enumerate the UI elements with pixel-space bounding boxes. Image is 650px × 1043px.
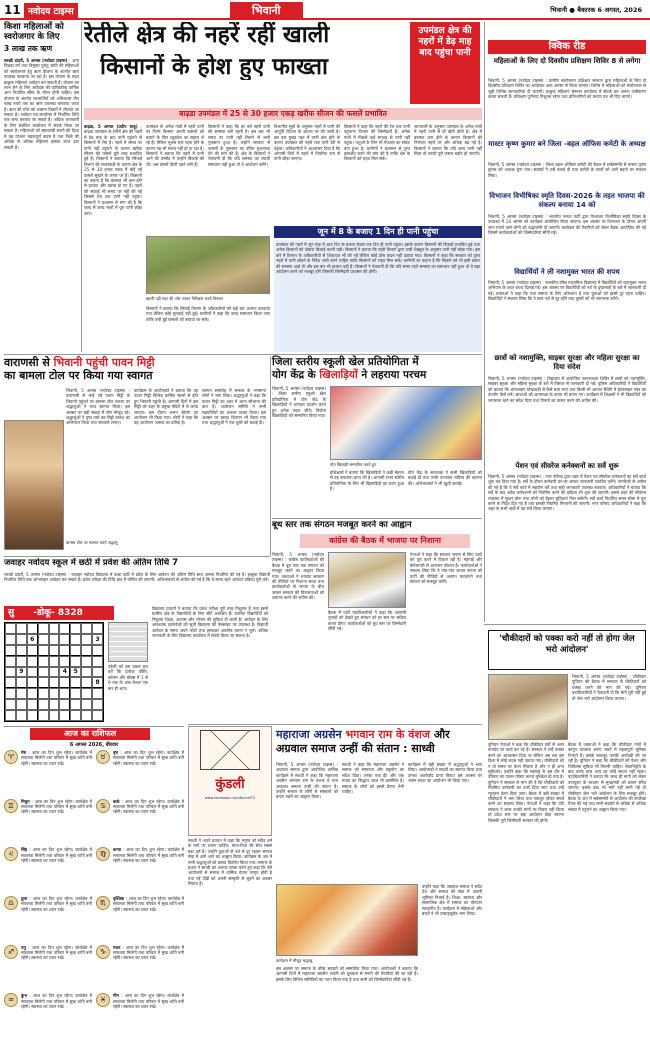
main-strap: बाढ़डा उपमंडल में 25 से 30 हजार एकड़ खरीफ सीजन की फसलें प्रभावित <box>84 108 482 120</box>
horoscope-sign-name: मेष <box>21 750 26 755</box>
story5-headline: छात्रों को नशामुक्ति, साइबर सुरक्षा और महिला सुरक्षा का दिया संदेश <box>494 354 640 371</box>
sudoku-cell[interactable] <box>38 699 49 710</box>
horoscope-sign-name: कर्क <box>113 798 120 804</box>
sudoku-cell[interactable] <box>81 634 92 645</box>
sudoku-cell[interactable] <box>5 656 16 667</box>
sudoku-cell[interactable] <box>81 677 92 688</box>
sudoku-cell[interactable] <box>92 710 103 721</box>
agrasen-body2: साध्वी ने कहा कि महाराजा अग्रसेन ने समाज को समानता और सहयोग का संदेश दिया। उनका एक ईंट और एक रुपया का सिद्धांत आज भी प्रासंगिक है। समाज के लोगों को इससे प्रेरणा लेनी चाहिए। <box>342 762 404 795</box>
agrasen-body4: साध्वी ने अपने प्रवचन में कहा कि मनुष्य को सदैव धर्म के मार्ग पर चलना चाहिए। माता-पिता की सेवा सबसे बड़ा धर्म है। उन्होंने युवाओं से नशे से दूर रहकर समाज सेवा में आगे आने का आह्वान किया। कार्यक्रम के अंत में सभी श्रद्धालुओं को प्रसाद वितरित किया गया। समाज के प्रधान ने साध्वी का आभार व्यक्त करते हुए कहा कि ऐसे आयोजनों से समाज में धार्मिक चेतना जागृत होती है तथा नई पीढ़ी को अपनी संस्कृति से जुड़ने का अवसर मिलता है। <box>188 838 272 887</box>
yoga-photo <box>330 386 482 460</box>
booth-body1: भिवानी, 5 अगस्त (नवोदय टाइम्स) : कांग्रेस कार्यकर्ताओं की बैठक में बूथ स्तर तक संगठन को मजबूत करने का आह्वान किया गया। वक्ताओं ने भाजपा सरकार की नीतियों पर निशाना साधा तथा कार्यकर्ताओं से जनता के बीच जाकर सरकार की विफलताओं को उजागर करने की अपील की। <box>272 552 324 601</box>
varanasi-body1: भिवानी, 5 अगस्त (नवोदय टाइम्स) : वाराणसी से लाई गई पावन मिट्टी के भिवानी पहुंचने पर बामला टोल प्लाजा पर श्रद्धालुओं ने भव्य स्वागत किया। इस अवसर पर बड़ी संख्या में लोग मौजूद रहे। श्रद्धालुओं ने पुष्प वर्षा कर मिट्टी कलश का अभिनंदन किया तथा जयकारे लगाए। <box>66 388 130 426</box>
sudoku-cell[interactable] <box>70 699 81 710</box>
sudoku-cell[interactable] <box>59 623 70 634</box>
horoscope-item: ♏ वृश्चिक : आज का दिन शुभ रहेगा। कार्यक्षेत्र में सफलता मिलेगी तथा परिवार में सुख शांति बनी रहेगी। स्वास्थ्य का ध्यान रखें। <box>96 896 184 940</box>
story3-body: भिवानी, 5 अगस्त (नवोदय टाइम्स) : भारतीय जनता पार्टी द्वारा विभाजन विभीषिका स्मृति दिवस के उपलक्ष्य में 14 अगस्त को कार्यक्रम आयोजित किया जाएगा। इस अवसर पर विभाजन के दौरान अपनी जान गंवाने वाले लोगों को श्रद्धांजलि दी जाएगी। कार्यक्रम की तैयारियों को लेकर बैठक आयोजित की गई जिसमें कार्यकर्ताओं को जिम्मेदारियां सौंपी गई। <box>488 214 646 236</box>
sudoku-cell[interactable] <box>81 667 92 678</box>
agrasen-body1: भिवानी, 5 अगस्त (नवोदय टाइम्स) : अग्रवाल समाज द्वारा आयोजित धार्मिक कार्यक्रम में साध्वी ने कहा कि महाराजा अग्रसेन भगवान राम के वंशज थे तथा अग्रवाल समाज उन्हीं की संतान है। उन्होंने समाज के लोगों से संस्कारों को बनाए रखने का आह्वान किया। <box>276 762 338 800</box>
sudoku-cell[interactable] <box>27 623 38 634</box>
sudoku-cell[interactable] <box>38 677 49 688</box>
jawahar-headline: जवाहर नवोदय स्कूल में छठी में प्रवेश की अंतिम तिथि 7 <box>4 558 179 568</box>
main-headline-line2: किसानों के होश हुए फाख्ता <box>100 54 328 80</box>
june-subhead-box: जून में 8 के बजाए 1 दिन ही पानी पहुंचा <box>274 226 482 238</box>
zodiac-icon: ♉ <box>96 750 110 764</box>
sudoku-cell[interactable] <box>27 677 38 688</box>
congress-banner: कांग्रेस की बैठक में भाजपा पर निशाना <box>300 534 470 548</box>
sudoku-cell[interactable] <box>59 688 70 699</box>
sudoku-cell[interactable] <box>5 688 16 699</box>
horoscope-sign-name: मकर <box>113 944 121 950</box>
horoscope-sign-name: मीन <box>113 993 119 999</box>
sudoku-cell[interactable]: 3 <box>92 634 103 645</box>
sudoku-cell[interactable] <box>27 667 38 678</box>
sudoku-cell[interactable] <box>81 699 92 710</box>
sudoku-cell[interactable] <box>92 645 103 656</box>
main-story-col2b: किसानों ने बताया कि सिंचाई विभाग के अधिकारियों को कई बार अवगत करवाया गया लेकिन कोई सुनवाई नहीं हुई। ग्रामीणों ने कहा कि जल्द समाधान किया जाए ताकि बची हुई फसलों को बचाया जा सके। <box>146 306 270 322</box>
horoscope-item: ♈ मेष : आज का दिन शुभ रहेगा। कार्यक्षेत्र में सफलता मिलेगी तथा परिवार में सुख शांति बनी रहेगी। स्वास्थ्य का ध्यान रखें। <box>4 750 92 794</box>
sudoku-cell[interactable] <box>27 699 38 710</box>
sudoku-cell[interactable] <box>49 710 60 721</box>
sudoku-cell[interactable] <box>92 656 103 667</box>
left-story-body: चरखी दादरी, 5 अगस्त (नवोदय टाइम्स) : अन्य पिछड़ा वर्ग तथा विमुक्त घुमंतू जाति की महिलाओं को स्वरोजगार हेतु ऋण योजना के अंतर्गत ऋण उपलब्ध करवाया जा रहा है। इस योजना के तहत इच्छुक महिलाएं आवेदन कर सकती हैं। योजना का लाभ लेने के लिए आवेदक की पारिवारिक वार्षिक आय निर्धारित सीमा के भीतर होनी चाहिए। इस योजना के अंतर्गत लाभार्थियों को अधिकतम तीन लाख रुपये तक का ऋण उपलब्ध करवाया जाता है। ऋण की राशि को आसान किस्तों में लौटाया जा सकता है। आवेदन पत्र कार्यालय में निर्धारित तिथि तक जमा करवाए जा सकते हैं। अधिक जानकारी के लिए संबंधित कार्यालय में संपर्क किया जा सकता है। महिलाओं को स्वावलंबी बनाने की दिशा में यह योजना महत्वपूर्ण कदम है तथा जिले की अधिक से अधिक महिलाएं इसका लाभ उठा सकती हैं। <box>4 58 79 150</box>
sudoku-cell[interactable] <box>16 699 27 710</box>
yoga-headline: जिला स्तरीय स्कूली खेल प्रतियोगिता में योग केंद्र के खिलाड़ियों ने लहराया परचम <box>272 356 427 381</box>
sudoku-cell[interactable] <box>81 710 92 721</box>
varanasi-body2: कार्यक्रम के आयोजकों ने बताया कि यह पावन मिट्टी विभिन्न धार्मिक स्थलों से होते हुए भिवानी पहुंची है। आगामी दिनों में इस मिट्टी को शहर के प्रमुख मंदिरों में ले जाया जाएगा। इस दौरान भजन कीर्तन का आयोजन भी किया गया। लोगों ने कहा कि यह आयोजन आस्था का प्रतीक है। <box>134 388 198 426</box>
horoscope-sign-name: वृश्चिक <box>113 895 125 901</box>
chowkidar-photo <box>488 674 568 740</box>
zodiac-icon: ♌ <box>4 847 18 861</box>
sudoku-cell[interactable]: 9 <box>16 667 27 678</box>
jawahar-body: चरखी दादरी, 5 अगस्त (नवोदय टाइम्स) : जवाहर नवोदय विद्यालय में कक्षा छठी में प्रवेश के लिए आवेदन की अंतिम तिथि सात अगस्त निर्धारित की गई है। इच्छुक विद्यार्थी निर्धारित तिथि तक ऑनलाइन आवेदन कर सकते हैं। प्रवेश परीक्षा की तिथि बाद में घोषित की जाएगी। अभिभावकों से अपील की गई है कि वे समय रहते आवेदन प्रक्रिया पूरी करें। <box>4 572 270 583</box>
paper-name: नवोदय टाइम्स <box>24 3 78 18</box>
horoscope-title: आज का राशिफल <box>30 728 150 740</box>
agrasen-body5: उन्होंने कहा कि अग्रवाल समाज ने सदैव देश और समाज की सेवा में अग्रणी भूमिका निभाई है। शिक्षा, स्वास्थ्य और सामाजिक क्षेत्र में समाज का योगदान सराहनीय है। कार्यक्रम में महिलाओं और बच्चों ने भी उत्साहपूर्वक भाग लिया। <box>422 884 482 917</box>
kundli-box <box>188 726 272 836</box>
sudoku-solution <box>108 622 148 662</box>
sudoku-cell[interactable] <box>70 634 81 645</box>
quick-read-body1: भिवानी, 5 अगस्त (नवोदय टाइम्स) : ग्रामीण स्वरोजगार प्रशिक्षण संस्थान द्वारा महिलाओं के लिए दो दिवसीय प्रशिक्षण शिविर का आयोजन आठ अगस्त से किया जाएगा। शिविर में महिलाओं को स्वरोजगार से जुड़ी विभिन्न जानकारियां दी जाएंगी। इच्छुक महिलाएं संस्थान कार्यालय में संपर्क कर अपना पंजीकरण करवा सकती हैं। प्रशिक्षण पूर्णतया निशुल्क रहेगा तथा प्रतिभागियों को प्रमाण पत्र भी दिए जाएंगे। <box>488 78 646 100</box>
horoscope-sign-name: वृष <box>113 750 118 755</box>
sudoku-cell[interactable] <box>81 645 92 656</box>
main-story-col3: किसानों ने कहा कि हर वर्ष नहरी पानी की समस्या बनी रहती है। इस बार भी समय पर पानी नहीं मिलने से भारी नुकसान हुआ है। उन्होंने सरकार से फसलों के नुकसान का उचित मुआवजा देने की मांग की है। क्षेत्र के किसानों ने चेतावनी दी कि यदि समस्या का स्थायी समाधान नहीं हुआ तो वे आंदोलन करेंगे। <box>208 124 270 167</box>
horoscope-item: ♓ मीन : आज का दिन शुभ रहेगा। कार्यक्षेत्र में सफलता मिलेगी तथा परिवार में सुख शांति बनी रहेगी। स्वास्थ्य का ध्यान रखें। <box>96 993 184 1037</box>
agrasen-headline: महाराजा अग्रसेन भगवान राम के वंशज और अग्रवाल समाज उन्हीं की संतान : साध्वी <box>276 728 450 755</box>
horoscope-item: ♊ मिथुन : आज का दिन शुभ रहेगा। कार्यक्षेत्र में सफलता मिलेगी तथा परिवार में सुख शांति बनी रहेगी। स्वास्थ्य का ध्यान रखें। <box>4 799 92 843</box>
zodiac-icon: ♎ <box>4 896 18 910</box>
sudoku-cell[interactable] <box>49 699 60 710</box>
agrasen-photo-caption: कार्यक्रम में मौजूद श्रद्धालु <box>276 958 313 963</box>
zodiac-icon: ♏ <box>96 896 110 910</box>
zodiac-icon: ♓ <box>96 993 110 1007</box>
story2-body: भिवानी, 5 अगस्त (नवोदय टाइम्स) : जिला बहल ऑफिस कमेटी की बैठक में सर्वसम्मति से मास्टर कृष्ण कुमार को अध्यक्ष चुना गया। सदस्यों ने उन्हें बधाई दी तथा कमेटी के कार्यों को आगे बढ़ाने का संकल्प लिया। <box>488 162 646 178</box>
sudoku-cell[interactable] <box>92 688 103 699</box>
sudoku-cell[interactable] <box>27 645 38 656</box>
booth-headline: बूथ स्तर तक संगठन मजबूत करने का आह्वान <box>272 520 412 530</box>
sudoku-grid[interactable] <box>4 622 104 722</box>
sudoku-cell[interactable] <box>70 623 81 634</box>
zodiac-icon: ♋ <box>96 799 110 813</box>
horoscope-list <box>4 750 184 1040</box>
sudoku-cell[interactable] <box>49 623 60 634</box>
horoscope-date: 6 अगस्त 2026, बीरवार <box>69 742 119 748</box>
horoscope-item: ♋ कर्क : आज का दिन शुभ रहेगा। कार्यक्षेत्र में सफलता मिलेगी तथा परिवार में सुख शांति बनी रहेगी। स्वास्थ्य का ध्यान रखें। <box>96 799 184 843</box>
chowkidar-body3: बैठक में वक्ताओं ने कहा कि चौकीदार गांवों में कानून व्यवस्था बनाए रखने में महत्वपूर्ण भूमिका निभाते हैं। इसके बावजूद उनकी अनदेखी की जा रही है। यूनियन ने कहा कि चौकीदारों को पेंशन और चिकित्सा सुविधा भी मिलनी चाहिए। सेवानिवृत्ति के बाद उनके पास आय का कोई साधन नहीं रहता। पदाधिकारियों ने बताया कि जल्द ही मांगों को लेकर उपायुक्त के माध्यम से मुख्यमंत्री को ज्ञापन सौंपा जाएगा। इसके बाद भी मांगें नहीं मानी गई तो चौकीदार जेल भरो आंदोलन के लिए मजबूर होंगे। बैठक के अंत में सर्वसम्मति से आंदोलन की रूपरेखा तैयार की गई तथा सभी सदस्यों से अधिक से अधिक संख्या में पहुंचने का आह्वान किया गया। <box>568 742 646 812</box>
sudoku-cell[interactable] <box>59 634 70 645</box>
horoscope-item: ♉ वृष : आज का दिन शुभ रहेगा। कार्यक्षेत्र में सफलता मिलेगी तथा परिवार में सुख शांति बनी रहेगी। स्वास्थ्य का ध्यान रखें। <box>96 750 184 794</box>
sudoku-cell[interactable] <box>16 623 27 634</box>
sudoku-cell[interactable] <box>70 656 81 667</box>
sudoku-cell[interactable] <box>27 656 38 667</box>
main-story-col4: विभागीय सूत्रों के अनुसार नहरों में पानी की आपूर्ति रोटेशन के आधार पर की जाती है। इस बार मुख्य नहर में पानी कम होने के कारण उपमंडल की नहरों तक पानी देरी से पहुंचा। अधिकारियों ने आश्वासन दिया है कि आगामी दिनों में नहरों में नियमित रूप से पानी छोड़ा जाएगा। <box>274 124 340 162</box>
sudoku-cell[interactable] <box>38 656 49 667</box>
kundli-chart <box>200 730 260 770</box>
sudoku-cell[interactable] <box>81 656 92 667</box>
sudoku-cell[interactable] <box>92 623 103 634</box>
horoscope-sign-name: कुंभ <box>21 993 28 999</box>
zodiac-icon: ♊ <box>4 799 18 813</box>
page-number: 11 <box>4 3 21 17</box>
sudoku-cell[interactable] <box>5 634 16 645</box>
sudoku-cell[interactable] <box>49 667 60 678</box>
section-name: भिवानी <box>230 2 303 19</box>
sudoku-cell[interactable] <box>59 656 70 667</box>
sudoku-cell[interactable] <box>59 710 70 721</box>
chowkidar-body1: भिवानी, 5 अगस्त (नवोदय टाइम्स) : चौकीदार यूनियन की बैठक में सरकार से चौकीदारों को पक्का करने की मांग की गई। यूनियन पदाधिकारियों ने चेतावनी दी कि मांगें पूरी नहीं हुई तो जेल भरो आंदोलन किया जाएगा। <box>572 674 646 701</box>
zodiac-icon: ♐ <box>4 945 18 959</box>
story4-headline: विद्यार्थियों ने ली नशामुक्त भारत की शपथ <box>514 268 620 276</box>
sudoku-cell[interactable] <box>92 667 103 678</box>
zodiac-icon: ♍ <box>96 847 110 861</box>
sudoku-cell[interactable] <box>49 645 60 656</box>
quick-read-headline: महिलाओं के लिए दो दिवसीय प्रशिक्षण शिविर 8 से लगेगा <box>493 57 641 65</box>
horoscope-sign-name: मिथुन <box>21 798 30 804</box>
agrasen-body6: इस अवसर पर समाज के वरिष्ठ सदस्यों को सम्मानित किया गया। आयोजकों ने बताया कि आगामी दिनों में महाराजा अग्रसेन जयंती को धूमधाम से मनाने की तैयारियां की जा रही हैं। इसके लिए विभिन्न समितियों का गठन किया गया है तथा सभी को जिम्मेदारियां सौंपी गई हैं। <box>276 966 418 982</box>
horoscope-item: ♐ धनु : आज का दिन शुभ रहेगा। कार्यक्षेत्र में सफलता मिलेगी तथा परिवार में सुख शांति बनी रहेगी। स्वास्थ्य का ध्यान रखें। <box>4 945 92 989</box>
sudoku-cell[interactable] <box>59 699 70 710</box>
story6-body: भिवानी, 5 अगस्त (नवोदय टाइम्स) : नगर परिषद द्वारा शहर में पेंशन एवं सीवरेज कनेक्शनों का सर्वे कार्य शुरू कर दिया गया है। सर्वे के दौरान कर्मचारी घर-घर जाकर जानकारी एकत्रित करेंगे। नागरिकों से अपील की गई है कि वे सर्वे कार्य में सहयोग करें तथा सही जानकारी उपलब्ध करवाएं। अधिकारियों ने बताया कि सर्वे के बाद अवैध कनेक्शनों को नियमित करने की प्रक्रिया भी शुरू की जाएगी। इससे शहर की सीवरेज व्यवस्था में सुधार होगा तथा लोगों को बेहतर सुविधाएं मिल सकेंगी। सर्वे कार्य निर्धारित समय सीमा में पूरा करने के निर्देश दिए गए हैं तथा इसकी नियमित निगरानी की जाएगी। नगर परिषद अधिकारियों ने कहा कि शहर के सभी वार्डों में यह सर्वे किया जाएगा। <box>488 474 646 512</box>
varanasi-photo <box>4 420 64 550</box>
sudoku-cell[interactable] <box>49 656 60 667</box>
sudoku-cell[interactable] <box>81 623 92 634</box>
story3-headline: विभाजन विभीषिका स्मृति दिवस-2026 के तहत भाजपा की संकल्प बनाया 14 को <box>489 192 645 209</box>
sudoku-cell[interactable] <box>70 710 81 721</box>
kundli-url[interactable]: www.facebook.com/KundliTV <box>204 796 256 800</box>
sudoku-cell[interactable] <box>38 667 49 678</box>
sudoku-cell[interactable] <box>16 677 27 688</box>
kundli-logo: कुंडली <box>215 777 245 792</box>
yoga-body2: प्रशिक्षकों ने बताया कि खिलाड़ियों ने कड़ी मेहनत से यह सफलता प्राप्त की है। आगामी राज्य स्तरीय प्रतियोगिता के लिए भी खिलाड़ियों का चयन हुआ है। <box>330 470 404 492</box>
sudoku-cell[interactable] <box>5 710 16 721</box>
sudoku-cell[interactable] <box>27 710 38 721</box>
sudoku-cell[interactable] <box>27 688 38 699</box>
horoscope-sign-name: तुला <box>21 895 28 901</box>
left-story-subhead: 3 लाख तक ऋण <box>4 44 53 53</box>
june-box-body: उपमंडल की नहरों में जून माह में आठ दिन के बजाय केवल एक दिन ही पानी पहुंचा। इसके कारण किसानों की बिजाई प्रभावित हुई तथा अनेक किसानों को दोबारा बिजाई करनी पड़ी। किसानों ने बताया कि नहरी विभाग द्वारा जारी शेड्यूल के अनुसार पानी नहीं छोड़ा गया। इस बारे में विभाग के अधिकारियों से शिकायत भी की गई लेकिन कोई ठोस कदम नहीं उठाया गया। किसानों ने कहा कि सरकार को तुरंत नहरों में पानी छोड़ने के निर्देश जारी करने चाहिए ताकि किसानों को राहत मिल सके। ग्रामीणों का कहना है कि पिछले वर्ष भी इसी प्रकार की समस्या आई थी और इस बार भी हालात वही हैं। किसानों ने चेतावनी दी कि यदि समय रहते समस्या का समाधान नहीं हुआ तो वे बड़ा आंदोलन करने को मजबूर होंगे जिसकी जिम्मेदारी प्रशासन की होगी। <box>274 240 482 352</box>
sudoku-cell[interactable] <box>16 634 27 645</box>
zodiac-icon: ♑ <box>96 945 110 959</box>
sudoku-cell[interactable] <box>5 667 16 678</box>
left-story-headline: किशा महिलाओं को स्वरोजगार के लिए <box>4 22 64 42</box>
horoscope-sign-name: कन्या <box>113 847 121 853</box>
zodiac-icon: ♈ <box>4 750 18 764</box>
main-story-col1: बाढ़डा, 5 अगस्त (प्रदीप साहू) : बाढ़डा उपमंडल के रेतीले क्षेत्र की नहरों में डेढ़ माह के बाद पानी पहुंचने से किसानों में रोष है। नहरों में समय पर पानी नहीं पहुंचने के कारण खरीफ सीजन की फसलें बुरी तरह प्रभावित हुई हैं। किसानों ने बताया कि सिंचाई विभाग की लापरवाही के कारण क्षेत्र के 25 से 30 हजार एकड़ में बोई गई फसलें सूखने के कगार पर हैं। किसानों का कहना है कि बरसात भी कम होने से हालात और खराब हो गए हैं। नहरों की सफाई भी समय पर नहीं की गई जिससे टेल तक पानी नहीं पहुंचा। किसानों ने प्रशासन से मांग की है कि जल्द से जल्द नहरों में पूरा पानी छोड़ा जाए। <box>84 124 142 216</box>
sudoku-cell[interactable] <box>49 634 60 645</box>
sudoku-cell[interactable] <box>16 645 27 656</box>
main-story-col2: उपमंडल के अनेक गांवों में नहरी पानी पर निर्भर किसान अपनी फसलों को बचाने के लिए ट्यूबवेल का सहारा ले रहे हैं। लेकिन भूजल स्तर गहरा होने के कारण यह भी संभव नहीं हो पा रहा है। किसानों ने बताया कि नहरों में पानी आने की उम्मीद में उन्होंने बिजाई की थी। अब फसलें पीली पड़ने लगी हैं। <box>146 124 204 167</box>
main-story-photo-caption: खाली पड़ी नहर की ओर जाकर निरीक्षण करते किसान <box>146 296 223 301</box>
varanasi-photo-caption: बामला टोल पर स्वागत करते श्रद्धालु <box>66 540 118 545</box>
yoga-body3: योग केंद्र के संचालक ने सभी खिलाड़ियों को बधाई दी तथा उनके उज्ज्वल भविष्य की कामना की। अभिभावकों ने भी खुशी जताई। <box>408 470 482 486</box>
main-story-col5: किसानों ने कहा कि नहरों की टेल तक पानी पहुंचाना विभाग की जिम्मेदारी है। अनेक गांवों में पिछले कई सप्ताह से पानी नहीं पहुंचा। पशुओं के लिए भी पेयजल का संकट बना हुआ है। ग्रामीणों ने प्रशासन से तुरंत हस्तक्षेप करने की मांग की है ताकि क्षेत्र के किसानों को राहत मिल सके। <box>344 124 410 162</box>
sudoku-cell[interactable] <box>16 688 27 699</box>
sudoku-cell[interactable] <box>70 677 81 688</box>
sudoku-cell[interactable] <box>70 645 81 656</box>
horoscope-item: ♍ कन्या : आज का दिन शुभ रहेगा। कार्यक्षेत्र में सफलता मिलेगी तथा परिवार में सुख शांति बनी रहेगी। स्वास्थ्य का ध्यान रखें। <box>96 847 184 891</box>
sudoku-cell[interactable] <box>5 623 16 634</box>
booth-photo <box>328 552 406 608</box>
booth-body3: नेताओं ने कहा कि सरकार जनता से किए वादों को पूरा करने में विफल रही है। महंगाई और बेरोजगारी से आमजन परेशान है। कार्यकर्ताओं ने संकल्प लिया कि वे गांव-गांव जाकर जनता को पार्टी की नीतियों से अवगत करवाएंगे तथा संगठन को मजबूत करेंगे। <box>410 552 482 585</box>
sudoku-cell[interactable] <box>38 645 49 656</box>
sudoku-cell[interactable] <box>5 699 16 710</box>
sudoku-cell[interactable] <box>49 677 60 688</box>
main-story-photo <box>146 236 270 294</box>
quick-read-kicker: क्विक रीड <box>488 40 646 54</box>
sudoku-cell[interactable] <box>38 688 49 699</box>
chowkidar-headline: 'चौकीदारों को पक्का करो नहीं तो होगा जेल भरो आंदोलन' <box>488 630 646 670</box>
story5-body: भिवानी, 5 अगस्त (नवोदय टाइम्स) : विद्यालय में आयोजित जागरूकता शिविर में छात्रों को नशामुक्ति, साइबर सुरक्षा और महिला सुरक्षा के बारे में विस्तार से जानकारी दी गई। पुलिस अधिकारियों ने विद्यार्थियों को बताया कि ऑनलाइन धोखाधड़ी से कैसे बचा जाए तथा किसी भी आपात स्थिति में हेल्पलाइन नंबर का उपयोग कैसे करें। छात्राओं को आत्मरक्षा के उपाय भी बताए गए। कार्यक्रम में शिक्षकों ने भी विद्यार्थियों को जागरूक रहने का संदेश दिया तथा नियमों का पालन करने की अपील की। <box>488 376 646 403</box>
sudoku-cell[interactable]: 6 <box>27 634 38 645</box>
sudoku-cell[interactable] <box>38 623 49 634</box>
story2-headline: मास्टर कृष्ण कुमार बने जिला -बहल ऑफिस कमेटी के अध्यक्ष <box>488 140 646 148</box>
left-story <box>4 22 79 352</box>
sudoku-cell[interactable] <box>81 688 92 699</box>
agrasen-photo <box>276 884 418 956</box>
sudoku-cell[interactable]: 4 <box>59 667 70 678</box>
varanasi-body3: स्वागत समारोह में समाज के गणमान्य लोगों ने भाग लिया। श्रद्धालुओं ने कहा कि पावन मिट्टी का शहर में आना सौभाग्य की बात है। आयोजन समिति ने सभी सहयोगियों का आभार व्यक्त किया। इस अवसर पर प्रसाद वितरण भी किया गया तथा श्रद्धालुओं ने एक दूसरे को बधाई दी। <box>202 388 266 426</box>
masthead <box>0 0 650 20</box>
horoscope-sign-name: सिंह <box>21 847 28 853</box>
horoscope-sign-name: धनु <box>21 944 26 950</box>
sudoku-header: सु -डोकू- 8328 <box>4 606 114 620</box>
side-headline-box: उपमंडल क्षेत्र की नहरों में डेढ़ माह बाद पहुंचा पानी <box>410 22 480 104</box>
varanasi-headline: वाराणसी से भिवानी पहुंची पावन मिट्टी का बामला टोल पर किया गया स्वागत <box>4 356 155 382</box>
sudoku-cell[interactable] <box>92 699 103 710</box>
date-line: भिवानी ● बैकारक 6 अगस्त, 2026 <box>550 6 642 14</box>
sudoku-cell[interactable] <box>16 656 27 667</box>
sudoku-cell[interactable] <box>38 710 49 721</box>
horoscope-item: ♑ मकर : आज का दिन शुभ रहेगा। कार्यक्षेत्र में सफलता मिलेगी तथा परिवार में सुख शांति बनी रहेगी। स्वास्थ्य का ध्यान रखें। <box>96 945 184 989</box>
sudoku-cell[interactable] <box>59 677 70 688</box>
agrasen-body3: कार्यक्रम में बड़ी संख्या में श्रद्धालुओं ने भाग लिया। आयोजकों ने साध्वी का स्वागत किया तथा उनका आशीर्वाद प्राप्त किया। इस अवसर पर भजन संध्या का आयोजन भी किया गया। <box>408 762 482 784</box>
chowkidar-body2: यूनियन नेताओं ने कहा कि चौकीदार वर्षों से अल्प मानदेय पर कार्य कर रहे हैं। सरकार ने उन्हें पक्का करने का आश्वासन दिया था लेकिन अब तक इस दिशा में कोई कदम नहीं उठाया गया। चौकीदारों को न तो समय पर वेतन मिलता है और न ही अन्य सुविधाएं। उन्होंने कहा कि महंगाई के इस दौर में परिवार का पालन पोषण करना मुश्किल हो गया है। यूनियन ने सरकार से मांग की है कि चौकीदारों को नियमित कर्मचारी का दर्जा दिया जाए तथा उन्हें न्यूनतम वेतन दिया जाए। बैठक में बड़ी संख्या में चौकीदारों ने भाग लिया तथा एकजुट होकर संघर्ष करने का संकल्प लिया। नेताओं ने कहा कि यदि सरकार ने जल्द उनकी मांगों पर विचार नहीं किया तो प्रदेश स्तर पर बड़ा आंदोलन छेड़ा जाएगा जिसकी पूरी जिम्मेदारी सरकार की होगी। <box>488 742 564 823</box>
horoscope-item: ♒ कुंभ : आज का दिन शुभ रहेगा। कार्यक्षेत्र में सफलता मिलेगी तथा परिवार में सुख शांति बनी रहेगी। स्वास्थ्य का ध्यान रखें। <box>4 993 92 1037</box>
horoscope-item: ♎ तुला : आज का दिन शुभ रहेगा। कार्यक्षेत्र में सफलता मिलेगी तथा परिवार में सुख शांति बनी रहेगी। स्वास्थ्य का ध्यान रखें। <box>4 896 92 940</box>
sudoku-cell[interactable]: 8 <box>92 677 103 688</box>
sudoku-cell[interactable] <box>16 710 27 721</box>
yoga-body1: भिवानी, 5 अगस्त (नवोदय टाइम्स) : जिला स्तरीय स्कूली खेल प्रतियोगिता में योग केंद्र के खिलाड़ियों ने शानदार प्रदर्शन करते हुए अनेक पदक जीते। विजेता खिलाड़ियों को सम्मानित किया गया। <box>272 386 326 419</box>
sudoku-cell[interactable] <box>59 645 70 656</box>
main-headline-line1: रेतीले क्षेत्र की नहरें रहीं खाली <box>84 22 330 48</box>
sudoku-cell[interactable] <box>49 688 60 699</box>
story6-headline: पेंशन एवं सीवरेज कनेक्शनों का सर्वे शुरू <box>515 462 619 470</box>
sudoku-cell[interactable] <box>5 645 16 656</box>
sudoku-cell[interactable] <box>38 634 49 645</box>
jawahar-body2: विद्यालय प्राचार्य ने बताया कि प्रवेश परीक्षा पूरी तरह निशुल्क है तथा इसमें ग्रामीण क्षेत्र के विद्यार्थियों के लिए सीटें आरक्षित हैं। चयनित विद्यार्थियों को निशुल्क शिक्षा, आवास और भोजन की सुविधा दी जाती है। आवेदन के लिए आवश्यक दस्तावेजों की सूची विद्यालय की वेबसाइट पर उपलब्ध है। विद्यार्थी आवेदन के समय अपने फोटो तथा हस्ताक्षर अपलोड करना न भूलें। अधिक जानकारी के लिए विद्यालय कार्यालय में संपर्क किया जा सकता है। <box>152 606 268 639</box>
sudoku-cell[interactable]: 5 <box>70 667 81 678</box>
story4-body: भिवानी, 5 अगस्त (नवोदय टाइम्स) : राजकीय वरिष्ठ माध्यमिक विद्यालय में विद्यार्थियों को नशामुक्त भारत अभियान के तहत शपथ दिलाई गई। इस अवसर पर विद्यार्थियों को नशे के दुष्प्रभावों के बारे में जानकारी दी गई। वक्ताओं ने कहा कि नशा समाज के लिए अभिशाप है तथा युवाओं को इससे दूर रहना चाहिए। विद्यार्थियों ने संकल्प लिया कि वे स्वयं नशे से दूर रहेंगे तथा दूसरों को भी जागरूक करेंगे। <box>488 280 646 302</box>
main-story-col6: जानकारी के अनुसार उपमंडल के अनेक गांवों में नहरी पानी से ही खेती होती है। क्षेत्र में बरसात कम होने के कारण किसानों की निर्भरता नहरों पर और अधिक बढ़ गई है। किसानों ने बताया कि यदि जल्द पानी नहीं मिला तो उनकी पूरी फसल बर्बाद हो जाएगी। <box>414 124 482 157</box>
booth-body2: बैठक में पार्टी पदाधिकारियों ने कहा कि आगामी चुनावों को देखते हुए संगठन को हर स्तर पर सक्रिय करना होगा। कार्यकर्ताओं को बूथ स्तर पर जिम्मेदारी सौंपी गई। <box>328 610 406 632</box>
sudoku-rules: पहेली को इस प्रकार हल करें कि प्रत्येक पंक्ति, कॉलम और बॉक्स में 1 से 9 तक के अंक केवल एक बार ही आएं। <box>108 664 148 691</box>
zodiac-icon: ♒ <box>4 993 18 1007</box>
horoscope-item: ♌ सिंह : आज का दिन शुभ रहेगा। कार्यक्षेत्र में सफलता मिलेगी तथा परिवार में सुख शांति बनी रहेगी। स्वास्थ्य का ध्यान रखें। <box>4 847 92 891</box>
yoga-photo-caption: योग खिलाड़ी सम्मानित करते हुए <box>330 462 377 467</box>
sudoku-cell[interactable] <box>70 688 81 699</box>
sudoku-cell[interactable] <box>5 677 16 688</box>
